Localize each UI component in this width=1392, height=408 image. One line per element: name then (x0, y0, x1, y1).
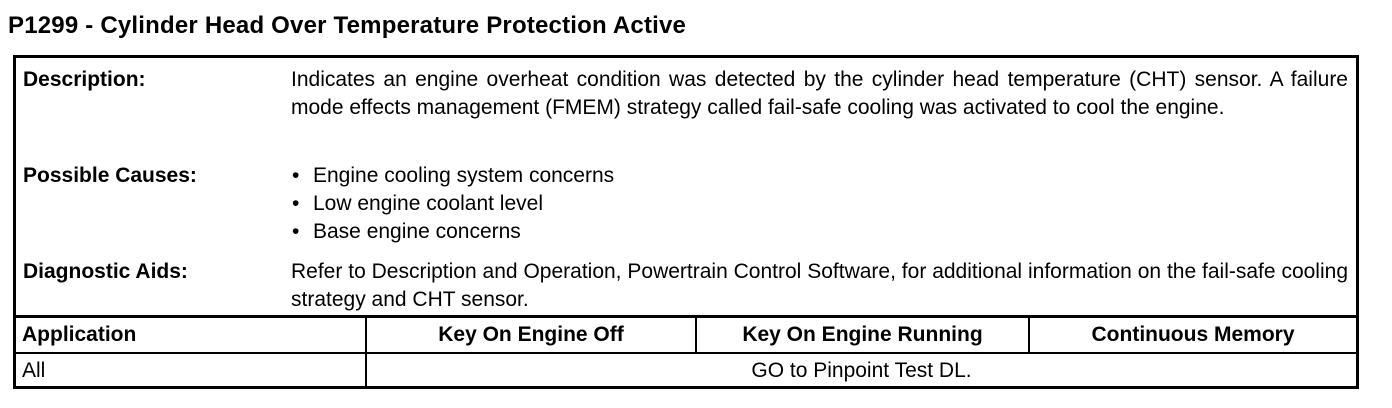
cause-text: Base engine concerns (313, 220, 521, 243)
possible-causes-label: Possible Causes: (23, 164, 197, 187)
list-item (291, 218, 1348, 246)
header-continuous-memory: Continuous Memory (1029, 317, 1356, 354)
page-title: P1299 - Cylinder Head Over Temperature Protection Active (8, 12, 687, 39)
table-row (16, 353, 1356, 387)
diagnostic-aids-label: Diagnostic Aids: (23, 260, 188, 283)
diagnostic-aids-text: Refer to Description and Operation, Powertrain Control Software, for additional information on the fail-safe cooling strategy and CHT sensor. (291, 260, 1348, 311)
header-key-on-engine-running: Key On Engine Running (696, 317, 1029, 354)
table-header-row (16, 317, 1356, 354)
description-label: Description: (23, 68, 146, 91)
list-item (291, 190, 1348, 218)
cause-text: Engine cooling system concerns (313, 164, 615, 187)
cause-text: Low engine coolant level (313, 192, 543, 215)
possible-causes-list (291, 162, 1348, 246)
list-item (291, 162, 1348, 190)
action-cell: GO to Pinpoint Test DL. (366, 353, 1356, 387)
description-text: Indicates an engine overheat condition was detected by the cylinder head temperature (CHT) sensor. A failure mode effects management (FMEM) strategy called fail-safe cooling was activated to cool the engine. (291, 68, 1348, 119)
application-cell: All (16, 353, 366, 387)
dtc-info-box (13, 55, 1359, 389)
application-table (16, 315, 1356, 387)
header-key-on-engine-off: Key On Engine Off (366, 317, 696, 354)
header-application: Application (16, 317, 366, 354)
